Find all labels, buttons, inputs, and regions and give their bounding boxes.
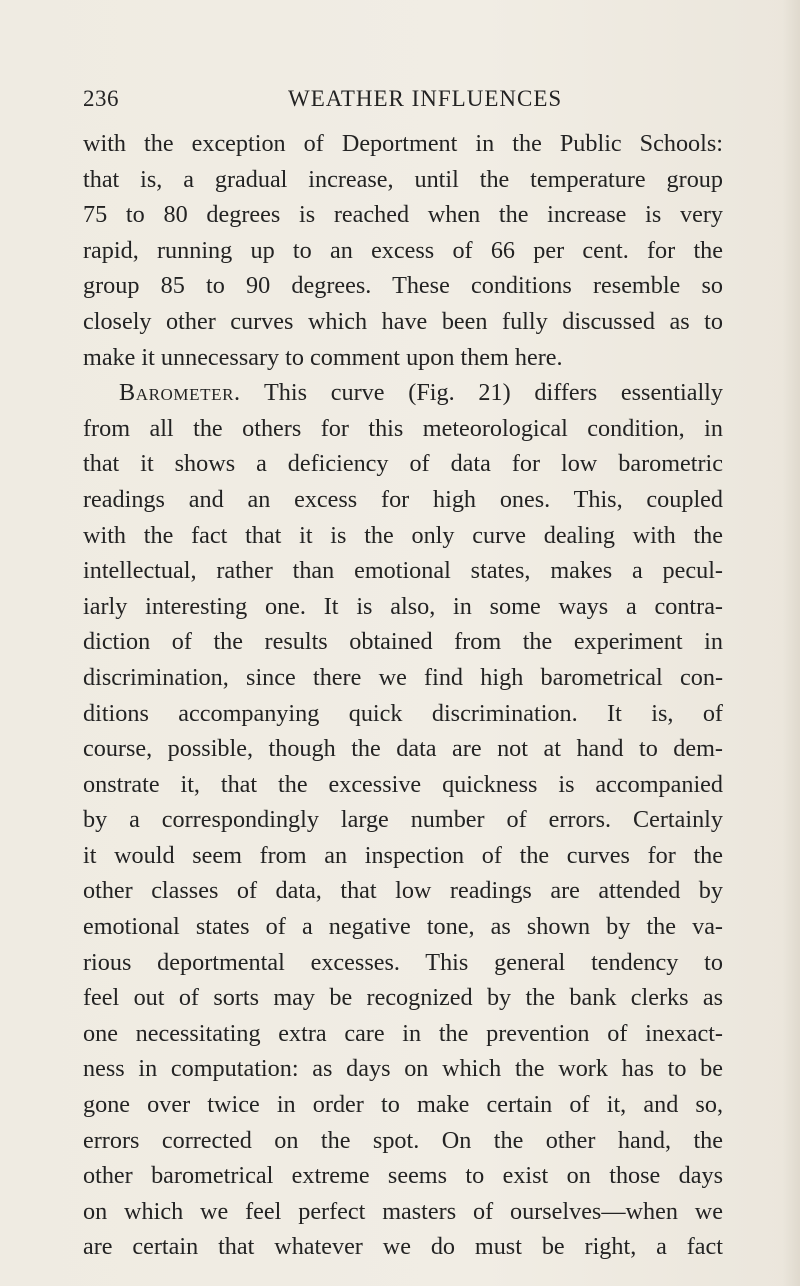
text-line: onstrate it, that the excessive quickness is accompanied: [83, 770, 723, 798]
text-line: on which we feel perfect masters of ourselves—when we: [83, 1197, 723, 1225]
text-line: ditions accompanying quick discrimination. It is, of: [83, 699, 723, 727]
page-edge-shadow: [782, 0, 800, 1286]
text-line: rious deportmental excesses. This general tendency to: [83, 948, 723, 976]
text-line: 75 to 80 degrees is reached when the increase is very: [83, 201, 723, 229]
running-head: [83, 86, 717, 116]
text-line: with the fact that it is the only curve dealing with the: [83, 521, 723, 549]
text-line: emotional states of a negative tone, as shown by the va-: [83, 913, 723, 941]
text-line: gone over twice in order to make certain of it, and so,: [83, 1091, 723, 1119]
text-line: from all the others for this meteorological condition, in: [83, 414, 723, 442]
section-opening-line: [83, 375, 723, 411]
body-text: [83, 126, 723, 1265]
text-line: closely other curves which have been fully discussed as to: [83, 307, 723, 335]
section-opening-text: This curve (Fig. 21) differs essentially: [264, 379, 723, 407]
text-line: other classes of data, that low readings are attended by: [83, 877, 723, 905]
text-line: discrimination, since there we find high barometrical con-: [83, 663, 723, 691]
text-line: diction of the results obtained from the experiment in: [83, 628, 723, 656]
paragraph-end-line: make it unnecessary to comment upon them here.: [83, 343, 563, 371]
text-line: ness in computation: as days on which the work has to be: [83, 1055, 723, 1083]
text-line: group 85 to 90 degrees. These conditions resemble so: [83, 272, 723, 300]
text-line: by a correspondingly large number of errors. Certainly: [83, 806, 723, 834]
page-number: 236: [83, 86, 119, 111]
text-line: one necessitating extra care in the prevention of inexact-: [83, 1019, 723, 1047]
text-line: that it shows a deficiency of data for low barometric: [83, 450, 723, 478]
text-line: with the exception of Deportment in the Public Schools:: [83, 130, 723, 157]
text-line: errors corrected on the spot. On the other hand, the: [83, 1126, 723, 1154]
text-line: feel out of sorts may be recognized by the bank clerks as: [83, 984, 723, 1012]
text-line: are certain that whatever we do must be right, a fact: [83, 1233, 723, 1261]
text-line: intellectual, rather than emotional states, makes a pecul-: [83, 557, 723, 585]
running-title: WEATHER INFLUENCES: [288, 86, 563, 111]
text-line: it would seem from an inspection of the curves for the: [83, 841, 723, 869]
text-line: other barometrical extreme seems to exist on those days: [83, 1162, 723, 1190]
text-line: course, possible, though the data are not at hand to dem-: [83, 735, 723, 763]
text-line: readings and an excess for high ones. This, coupled: [83, 485, 723, 513]
text-line: rapid, running up to an excess of 66 per cent. for the: [83, 236, 723, 264]
text-line: that is, a gradual increase, until the temperature group: [83, 165, 723, 193]
section-heading: Barometer.: [119, 379, 241, 407]
text-line: iarly interesting one. It is also, in some ways a contra-: [83, 592, 723, 620]
